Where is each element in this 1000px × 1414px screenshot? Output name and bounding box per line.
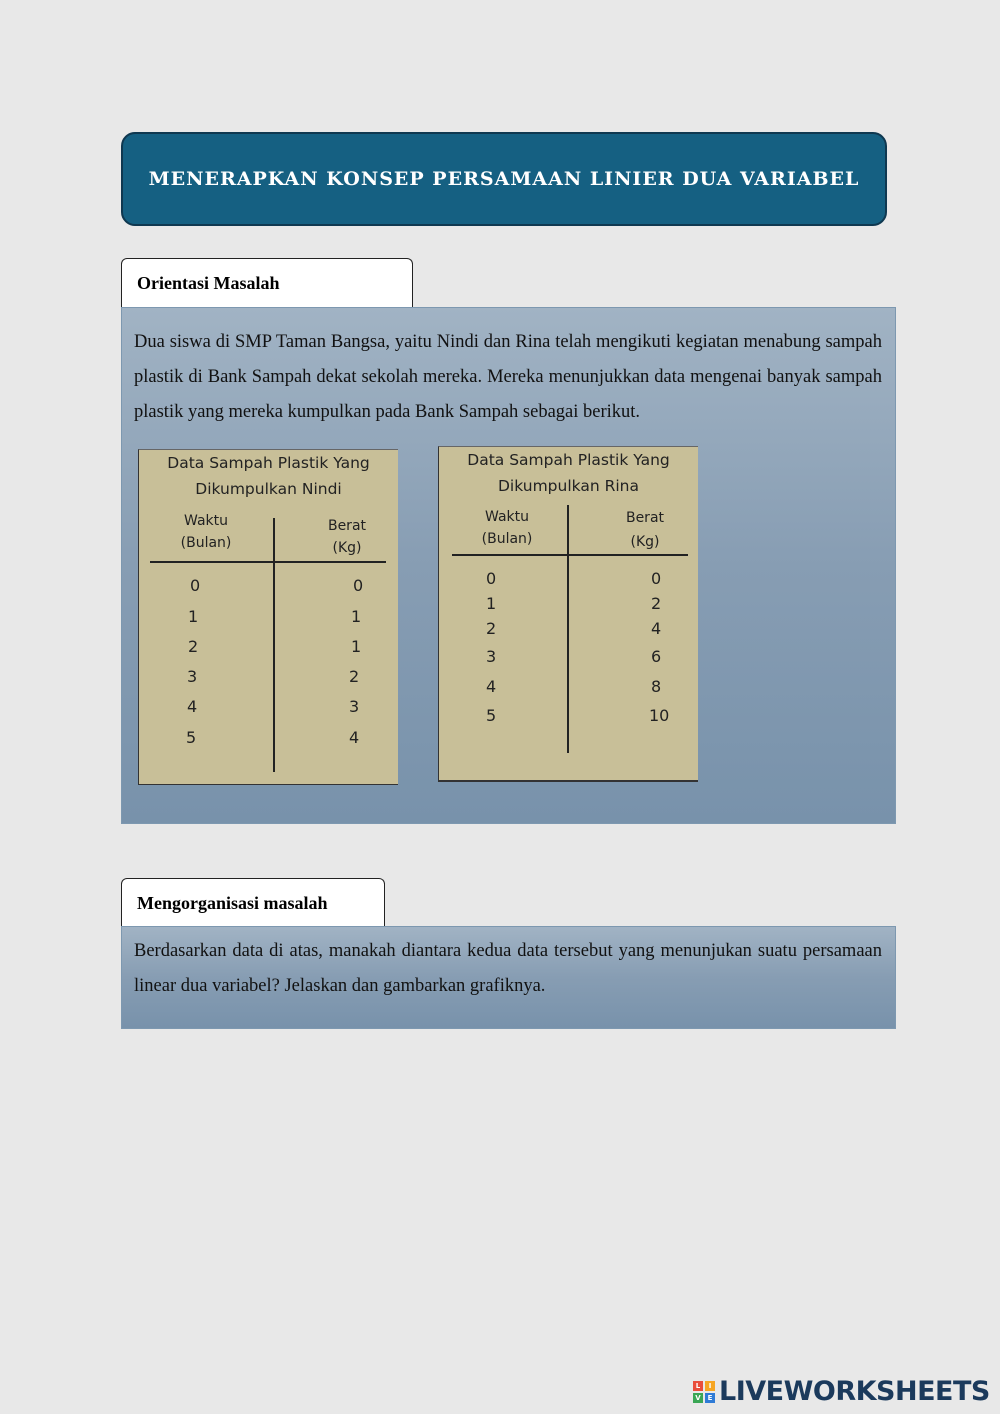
table-rina: [438, 446, 698, 782]
table-cell: 4: [187, 697, 198, 716]
table-cell: 0: [190, 576, 201, 595]
col-berat-unit: (Kg): [332, 540, 362, 556]
col-waktu-label: Waktu: [485, 509, 529, 525]
logo-letter: L: [693, 1381, 703, 1391]
col-berat-label: Berat: [625, 510, 665, 526]
col-berat-header: [315, 515, 379, 559]
table-cell: 5: [486, 706, 497, 725]
table-cell: 4: [349, 728, 360, 747]
col-berat-label: Berat: [327, 518, 367, 534]
col-waktu-label: Waktu: [184, 513, 228, 529]
table-cell: 0: [486, 569, 497, 588]
table-cell: 1: [486, 594, 497, 613]
col-berat-header: [613, 506, 677, 554]
table-cell: 2: [486, 619, 497, 638]
col-waktu-unit: (Bulan): [180, 535, 232, 551]
tab-orientasi-masalah: [121, 258, 413, 308]
column-divider: [273, 518, 275, 772]
table-cell: 10: [649, 706, 670, 725]
table-cell: 0: [353, 576, 364, 595]
tab-label: Mengorganisasi masalah: [137, 893, 328, 913]
table-cell: 4: [651, 619, 662, 638]
table-cell: 2: [651, 594, 662, 613]
col-waktu-header: [472, 506, 542, 550]
mengorganisasi-paragraph: Berdasarkan data di atas, manakah diantara kedua data tersebut yang menunjukan suatu persamaan linear dua variabel? Jelaskan dan gambarkan grafiknya.: [134, 941, 882, 996]
col-waktu-header: [171, 510, 241, 554]
table-caption-line1: Data Sampah Plastik Yang: [167, 454, 370, 472]
table-cell: 1: [351, 637, 362, 656]
table-nindi: [138, 449, 398, 785]
mengorganisasi-panel: [121, 926, 896, 1029]
logo-letter: E: [705, 1393, 715, 1403]
table-caption-line2: Dikumpulkan Nindi: [195, 480, 342, 498]
live-grid-icon: [693, 1381, 715, 1403]
header-divider: [150, 561, 386, 563]
table-cell: 2: [349, 667, 360, 686]
table-cell: 6: [651, 647, 662, 666]
tab-label: Orientasi Masalah: [137, 273, 280, 293]
table-cell: 3: [349, 697, 360, 716]
table-caption-line1: Data Sampah Plastik Yang: [467, 451, 670, 469]
logo-text: LIVEWORKSHEETS: [719, 1376, 990, 1407]
col-berat-unit: (Kg): [630, 534, 660, 550]
page-title: MENERAPKAN KONSEP PERSAMAAN LINIER DUA VARIABEL: [148, 168, 860, 190]
table-cell: 3: [486, 647, 497, 666]
tab-mengorganisasi-masalah: [121, 878, 385, 928]
liveworksheets-logo: [693, 1376, 990, 1407]
table-cell: 5: [186, 728, 197, 747]
table-cell: 8: [651, 677, 662, 696]
logo-letter: I: [705, 1381, 715, 1391]
logo-letter: V: [693, 1393, 703, 1403]
table-cell: 0: [651, 569, 662, 588]
column-divider: [567, 505, 569, 753]
title-banner: [121, 132, 887, 226]
header-divider: [452, 554, 688, 556]
orientasi-paragraph: Dua siswa di SMP Taman Bangsa, yaitu Nindi dan Rina telah mengikuti kegiatan menabung sampah plastik di Bank Sampah dekat sekolah mereka. Mereka menunjukkan data mengenai banyak sampah plastik yang mereka kumpulkan pada Bank Sampah sebagai berikut.: [134, 332, 882, 422]
table-cell: 4: [486, 677, 497, 696]
table-caption-line2: Dikumpulkan Rina: [498, 477, 639, 495]
col-waktu-unit: (Bulan): [481, 531, 533, 547]
table-cell: 1: [351, 607, 362, 626]
table-cell: 3: [187, 667, 198, 686]
table-cell: 2: [188, 637, 199, 656]
table-cell: 1: [188, 607, 199, 626]
